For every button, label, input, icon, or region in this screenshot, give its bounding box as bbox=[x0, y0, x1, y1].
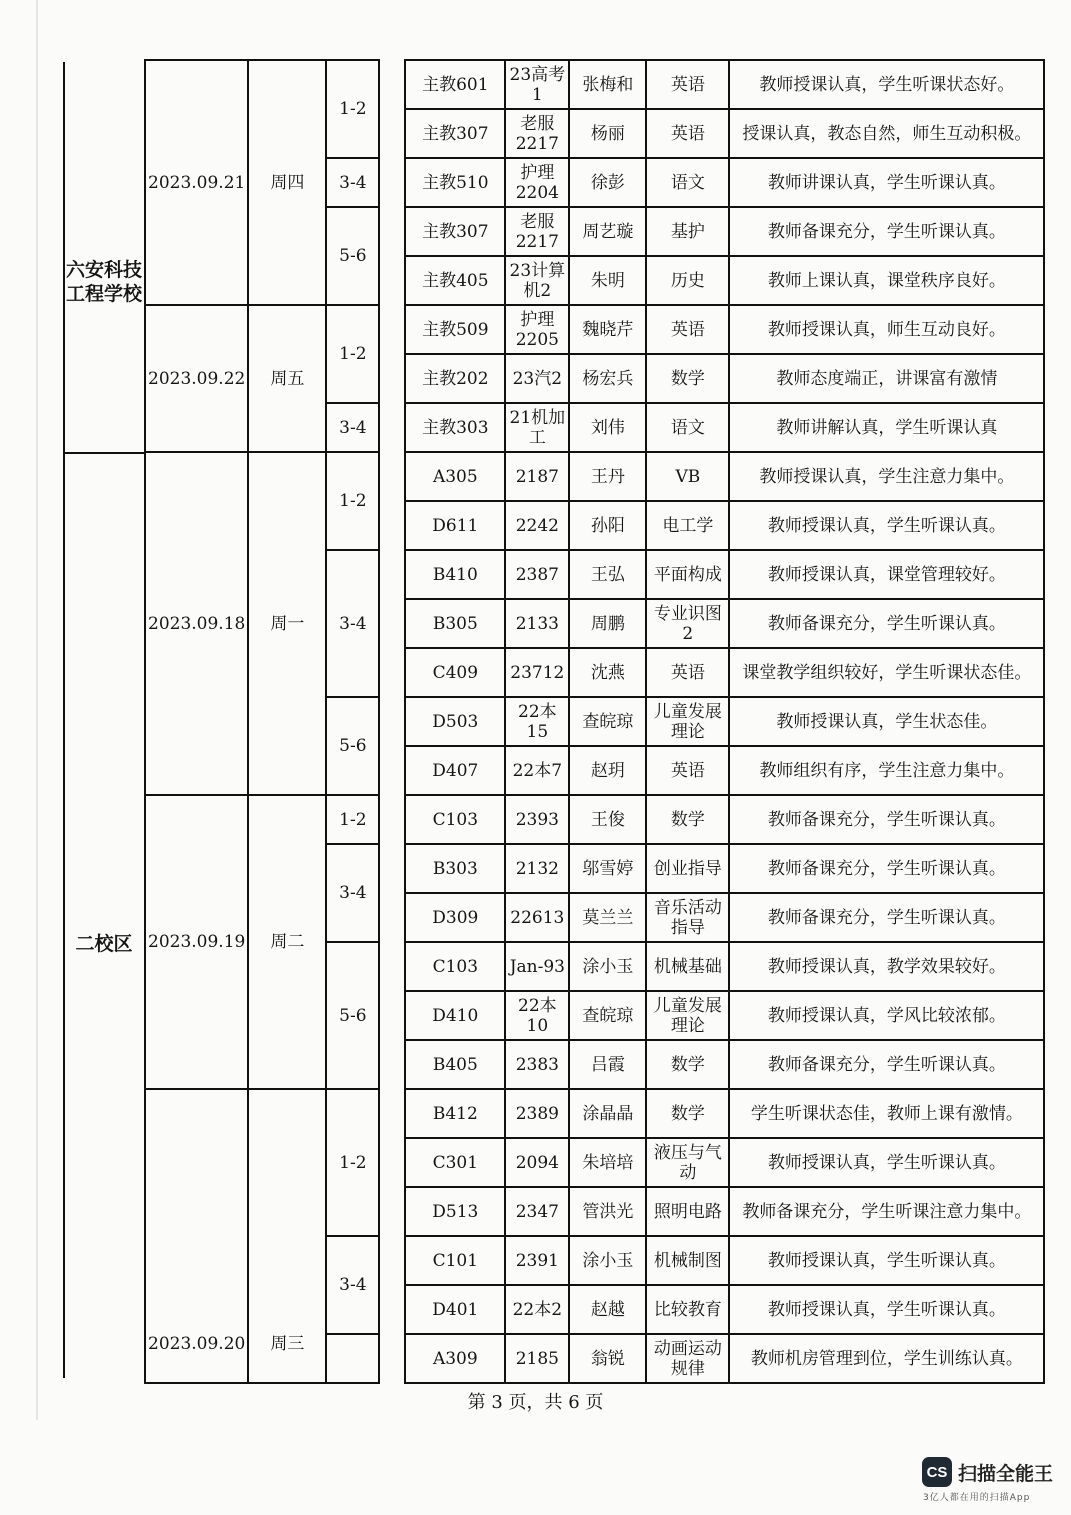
period-cell: 1-2 bbox=[326, 60, 379, 158]
teacher-cell: 赵玥 bbox=[569, 746, 646, 795]
remark-cell: 教师备课充分，学生听课注意力集中。 bbox=[729, 1187, 1044, 1236]
class-cell: 23计算机2 bbox=[505, 256, 569, 305]
teacher-cell: 涂小玉 bbox=[569, 942, 646, 991]
room-cell: B303 bbox=[405, 844, 505, 893]
date-cell: 2023.09.19 bbox=[145, 795, 248, 1089]
subject-cell: 电工学 bbox=[646, 501, 729, 550]
room-cell: B305 bbox=[405, 599, 505, 648]
class-cell: 22本2 bbox=[505, 1285, 569, 1334]
school-separator bbox=[63, 452, 145, 454]
weekday-cell: 周一 bbox=[248, 452, 326, 795]
subject-cell: 英语 bbox=[646, 648, 729, 697]
page-number: 第 3 页，共 6 页 bbox=[467, 1392, 604, 1413]
subject-cell: 语文 bbox=[646, 403, 729, 452]
weekday-cell: 周四 bbox=[248, 60, 326, 305]
subject-cell: 比较教育 bbox=[646, 1285, 729, 1334]
subject-cell: 数学 bbox=[646, 795, 729, 844]
date-cell: 2023.09.22 bbox=[145, 305, 248, 452]
teacher-cell: 赵越 bbox=[569, 1285, 646, 1334]
class-cell: 护理2205 bbox=[505, 305, 569, 354]
class-cell: 2187 bbox=[505, 452, 569, 501]
weekday-cell: 周二 bbox=[248, 795, 326, 1089]
remark-cell: 教师授课认真，学生状态佳。 bbox=[729, 697, 1044, 746]
room-cell: 主教303 bbox=[405, 403, 505, 452]
camscanner-logo-icon: CS bbox=[922, 1457, 952, 1487]
subject-cell: 英语 bbox=[646, 109, 729, 158]
room-cell: D611 bbox=[405, 501, 505, 550]
remark-cell: 教师备课充分，学生听课认真。 bbox=[729, 207, 1044, 256]
table-row bbox=[145, 305, 1044, 354]
remark-cell: 教师态度端正，讲课富有激情 bbox=[729, 354, 1044, 403]
teacher-cell: 翁锐 bbox=[569, 1334, 646, 1383]
class-cell: 21机加工 bbox=[505, 403, 569, 452]
remark-cell: 教师机房管理到位，学生训练认真。 bbox=[729, 1334, 1044, 1383]
room-cell: A305 bbox=[405, 452, 505, 501]
teacher-cell: 周艺璇 bbox=[569, 207, 646, 256]
remark-cell: 教师备课充分，学生听课认真。 bbox=[729, 893, 1044, 942]
period-cell: 5-6 bbox=[326, 207, 379, 305]
remark-cell: 授课认真，教态自然，师生互动积极。 bbox=[729, 109, 1044, 158]
teacher-cell: 杨丽 bbox=[569, 109, 646, 158]
period-cell: 5-6 bbox=[326, 942, 379, 1089]
weekday-cell: 周三 bbox=[248, 1089, 326, 1383]
room-cell: D401 bbox=[405, 1285, 505, 1334]
date-cell: 2023.09.18 bbox=[145, 452, 248, 795]
room-cell: D503 bbox=[405, 697, 505, 746]
class-cell: 2132 bbox=[505, 844, 569, 893]
class-cell: 22本10 bbox=[505, 991, 569, 1040]
remark-cell: 教师备课充分，学生听课认真。 bbox=[729, 599, 1044, 648]
subject-cell: 动画运动规律 bbox=[646, 1334, 729, 1383]
class-cell: 22613 bbox=[505, 893, 569, 942]
table-row bbox=[145, 452, 1044, 501]
school-name-liuan: 六安科技工程学校 bbox=[65, 259, 142, 305]
class-cell: 23汽2 bbox=[505, 354, 569, 403]
room-cell: 主教307 bbox=[405, 207, 505, 256]
subject-cell: 平面构成 bbox=[646, 550, 729, 599]
period-cell: 3-4 bbox=[326, 844, 379, 942]
subject-cell: 音乐活动指导 bbox=[646, 893, 729, 942]
room-cell: B405 bbox=[405, 1040, 505, 1089]
watermark-tagline: 3亿人都在用的扫描App bbox=[923, 1493, 1031, 1503]
remark-cell: 教师授课认真，学生注意力集中。 bbox=[729, 452, 1044, 501]
teacher-cell: 王弘 bbox=[569, 550, 646, 599]
room-cell: A309 bbox=[405, 1334, 505, 1383]
subject-cell: 语文 bbox=[646, 158, 729, 207]
teacher-cell: 杨宏兵 bbox=[569, 354, 646, 403]
period-cell: 3-4 bbox=[326, 158, 379, 207]
room-cell: C301 bbox=[405, 1138, 505, 1187]
scan-edge bbox=[36, 0, 38, 1420]
period-cell bbox=[326, 1334, 379, 1383]
class-cell: Jan-93 bbox=[505, 942, 569, 991]
teacher-cell: 吕霞 bbox=[569, 1040, 646, 1089]
teacher-cell: 孙阳 bbox=[569, 501, 646, 550]
subject-cell: 数学 bbox=[646, 1040, 729, 1089]
remark-cell: 教师授课认真，学生听课认真。 bbox=[729, 501, 1044, 550]
table-row bbox=[145, 1089, 1044, 1138]
room-cell: 主教510 bbox=[405, 158, 505, 207]
teacher-cell: 管洪光 bbox=[569, 1187, 646, 1236]
teacher-cell: 朱培培 bbox=[569, 1138, 646, 1187]
room-cell: B412 bbox=[405, 1089, 505, 1138]
class-cell: 23高考1 bbox=[505, 60, 569, 109]
class-cell: 2389 bbox=[505, 1089, 569, 1138]
class-cell: 2393 bbox=[505, 795, 569, 844]
room-cell: C101 bbox=[405, 1236, 505, 1285]
teacher-cell: 魏晓芹 bbox=[569, 305, 646, 354]
table-row bbox=[145, 795, 1044, 844]
teacher-cell: 查皖琼 bbox=[569, 697, 646, 746]
teacher-cell: 沈燕 bbox=[569, 648, 646, 697]
room-cell: D513 bbox=[405, 1187, 505, 1236]
date-cell: 2023.09.20 bbox=[145, 1089, 248, 1383]
period-cell: 1-2 bbox=[326, 795, 379, 844]
scanner-watermark bbox=[922, 1456, 1053, 1488]
room-cell: 主教202 bbox=[405, 354, 505, 403]
remark-cell: 教师组织有序，学生注意力集中。 bbox=[729, 746, 1044, 795]
subject-cell: 数学 bbox=[646, 354, 729, 403]
watermark-brand: 扫描全能王 bbox=[958, 1462, 1054, 1485]
room-cell: 主教307 bbox=[405, 109, 505, 158]
remark-cell: 教师授课认真，师生互动良好。 bbox=[729, 305, 1044, 354]
school-name-campus2: 二校区 bbox=[75, 933, 133, 955]
subject-cell: VB bbox=[646, 452, 729, 501]
class-cell: 2387 bbox=[505, 550, 569, 599]
teacher-cell: 王丹 bbox=[569, 452, 646, 501]
room-cell: D407 bbox=[405, 746, 505, 795]
teacher-cell: 周鹏 bbox=[569, 599, 646, 648]
class-cell: 2242 bbox=[505, 501, 569, 550]
period-cell: 3-4 bbox=[326, 550, 379, 697]
class-cell: 2383 bbox=[505, 1040, 569, 1089]
date-cell: 2023.09.21 bbox=[145, 60, 248, 305]
period-cell: 1-2 bbox=[326, 452, 379, 550]
room-cell: D309 bbox=[405, 893, 505, 942]
remark-cell: 教师上课认真，课堂秩序良好。 bbox=[729, 256, 1044, 305]
subject-cell: 英语 bbox=[646, 305, 729, 354]
class-cell: 护理2204 bbox=[505, 158, 569, 207]
room-cell: C103 bbox=[405, 795, 505, 844]
subject-cell: 照明电路 bbox=[646, 1187, 729, 1236]
room-cell: 主教509 bbox=[405, 305, 505, 354]
teacher-cell: 张梅和 bbox=[569, 60, 646, 109]
class-cell: 22本7 bbox=[505, 746, 569, 795]
class-cell: 22本15 bbox=[505, 697, 569, 746]
remark-cell: 教师备课充分，学生听课认真。 bbox=[729, 844, 1044, 893]
room-cell: C409 bbox=[405, 648, 505, 697]
remark-cell: 教师讲课认真，学生听课认真。 bbox=[729, 158, 1044, 207]
class-cell: 2347 bbox=[505, 1187, 569, 1236]
inspection-schedule-table bbox=[144, 59, 1045, 1384]
subject-cell: 液压与气动 bbox=[646, 1138, 729, 1187]
subject-cell: 英语 bbox=[646, 60, 729, 109]
remark-cell: 教师授课认真，课堂管理较好。 bbox=[729, 550, 1044, 599]
weekday-cell: 周五 bbox=[248, 305, 326, 452]
remark-cell: 教师授课认真，学生听课状态好。 bbox=[729, 60, 1044, 109]
room-cell: 主教601 bbox=[405, 60, 505, 109]
teacher-cell: 王俊 bbox=[569, 795, 646, 844]
remark-cell: 教师授课认真，学风比较浓郁。 bbox=[729, 991, 1044, 1040]
teacher-cell: 朱明 bbox=[569, 256, 646, 305]
remark-cell: 教师授课认真，学生听课认真。 bbox=[729, 1236, 1044, 1285]
remark-cell: 教师授课认真，教学效果较好。 bbox=[729, 942, 1044, 991]
room-cell: D410 bbox=[405, 991, 505, 1040]
subject-cell: 创业指导 bbox=[646, 844, 729, 893]
remark-cell: 课堂教学组织较好，学生听课状态佳。 bbox=[729, 648, 1044, 697]
subject-cell: 英语 bbox=[646, 746, 729, 795]
teacher-cell: 刘伟 bbox=[569, 403, 646, 452]
teacher-cell: 涂晶晶 bbox=[569, 1089, 646, 1138]
subject-cell: 基护 bbox=[646, 207, 729, 256]
room-cell: C103 bbox=[405, 942, 505, 991]
class-cell: 2133 bbox=[505, 599, 569, 648]
teacher-cell: 涂小玉 bbox=[569, 1236, 646, 1285]
period-cell: 1-2 bbox=[326, 305, 379, 403]
table-row bbox=[145, 60, 1044, 109]
class-cell: 老服2217 bbox=[505, 207, 569, 256]
period-cell: 1-2 bbox=[326, 1089, 379, 1236]
period-cell: 3-4 bbox=[326, 403, 379, 452]
remark-cell: 教师授课认真，学生听课认真。 bbox=[729, 1285, 1044, 1334]
subject-cell: 历史 bbox=[646, 256, 729, 305]
remark-cell: 教师讲解认真，学生听课认真 bbox=[729, 403, 1044, 452]
subject-cell: 数学 bbox=[646, 1089, 729, 1138]
subject-cell: 机械基础 bbox=[646, 942, 729, 991]
remark-cell: 教师备课充分，学生听课认真。 bbox=[729, 1040, 1044, 1089]
room-cell: B410 bbox=[405, 550, 505, 599]
subject-cell: 机械制图 bbox=[646, 1236, 729, 1285]
class-cell: 23712 bbox=[505, 648, 569, 697]
class-cell: 2391 bbox=[505, 1236, 569, 1285]
teacher-cell: 莫兰兰 bbox=[569, 893, 646, 942]
teacher-cell: 邬雪婷 bbox=[569, 844, 646, 893]
remark-cell: 教师授课认真，学生听课认真。 bbox=[729, 1138, 1044, 1187]
remark-cell: 教师备课充分，学生听课认真。 bbox=[729, 795, 1044, 844]
class-cell: 2094 bbox=[505, 1138, 569, 1187]
subject-cell: 专业识图2 bbox=[646, 599, 729, 648]
room-cell: 主教405 bbox=[405, 256, 505, 305]
remark-cell: 学生听课状态佳，教师上课有激情。 bbox=[729, 1089, 1044, 1138]
period-cell: 3-4 bbox=[326, 1236, 379, 1334]
teacher-cell: 查皖琼 bbox=[569, 991, 646, 1040]
period-cell: 5-6 bbox=[326, 697, 379, 795]
teacher-cell: 徐彭 bbox=[569, 158, 646, 207]
subject-cell: 儿童发展理论 bbox=[646, 991, 729, 1040]
class-cell: 老服2217 bbox=[505, 109, 569, 158]
subject-cell: 儿童发展理论 bbox=[646, 697, 729, 746]
class-cell: 2185 bbox=[505, 1334, 569, 1383]
